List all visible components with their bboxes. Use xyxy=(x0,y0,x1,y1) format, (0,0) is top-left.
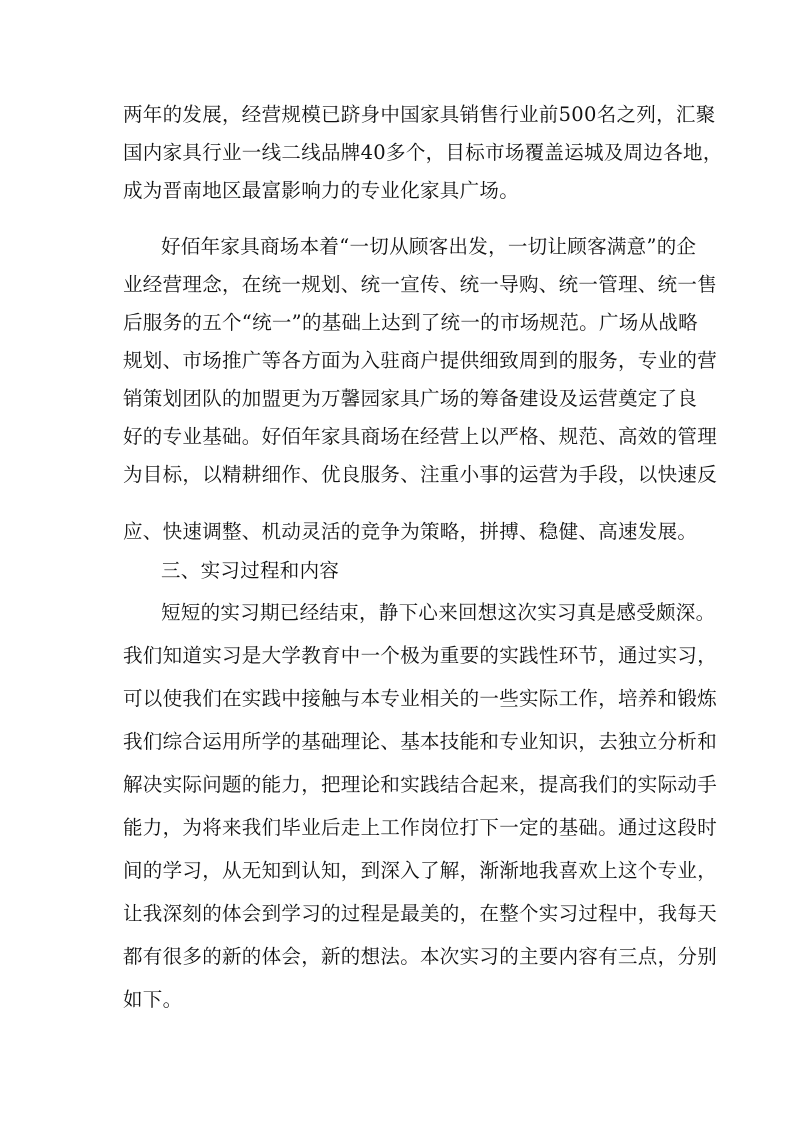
paragraph-3-line-3: 可以使我们在实践中接触与本专业相关的一些实际工作，培养和锻炼 xyxy=(123,687,718,710)
paragraph-3-line-2: 我们知道实习是大学教育中一个极为重要的实践性环节，通过实习， xyxy=(123,644,718,667)
paragraph-3-line-6: 能力，为将来我们毕业后走上工作岗位打下一定的基础。通过这段时 xyxy=(123,816,718,839)
section-heading: 三、实习过程和内容 xyxy=(161,559,340,582)
paragraph-3-line-10: 如下。 xyxy=(123,988,183,1011)
paragraph-2-line-3: 后服务的五个“统一”的基础上达到了统一的市场规范。广场从战略 xyxy=(123,311,698,334)
paragraph-3-line-8: 让我深刻的体会到学习的过程是最美的，在整个实习过程中，我每天 xyxy=(123,902,718,925)
paragraph-2-line-4: 规划、市场推广等各方面为入驻商户提供细致周到的服务，专业的营 xyxy=(123,349,718,372)
paragraph-2-line-8: 应、快速调整、机动灵活的竞争为策略，拼搏、稳健、高速发展。 xyxy=(123,520,698,543)
paragraph-2-line-5: 销策划团队的加盟更为万馨园家具广场的筹备建设及运营奠定了良 xyxy=(123,387,698,410)
paragraph-2-line-1: 好佰年家具商场本着“一切从顾客出发，一切让顾客满意”的企 xyxy=(161,235,697,258)
paragraph-1-line-3: 成为晋南地区最富影响力的专业化家具广场。 xyxy=(123,179,520,202)
paragraph-1-line-1: 两年的发展，经营规模已跻身中国家具销售行业前500名之列，汇聚 xyxy=(123,103,716,126)
paragraph-3-line-7: 间的学习，从无知到认知，到深入了解，渐渐地我喜欢上这个专业， xyxy=(123,859,718,882)
paragraph-2-line-7: 为目标，以精耕细作、优良服务、注重小事的运营为手段，以快速反 xyxy=(123,463,718,486)
paragraph-3-line-5: 解决实际问题的能力，把理论和实践结合起来，提高我们的实际动手 xyxy=(123,773,718,796)
paragraph-3-line-4: 我们综合运用所学的基础理论、基本技能和专业知识，去独立分析和 xyxy=(123,730,718,753)
paragraph-2-line-6: 好的专业基础。好佰年家具商场在经营上以严格、规范、高效的管理 xyxy=(123,425,718,448)
paragraph-3-line-1: 短短的实习期已经结束，静下心来回想这次实习真是感受颇深。 xyxy=(161,601,716,624)
paragraph-1-line-2: 国内家具行业一线二线品牌40多个，目标市场覆盖运城及周边各地， xyxy=(123,141,723,164)
paragraph-3-line-9: 都有很多的新的体会，新的想法。本次实习的主要内容有三点，分别 xyxy=(123,945,718,968)
paragraph-2-line-2: 业经营理念，在统一规划、统一宣传、统一导购、统一管理、统一售 xyxy=(123,273,718,296)
